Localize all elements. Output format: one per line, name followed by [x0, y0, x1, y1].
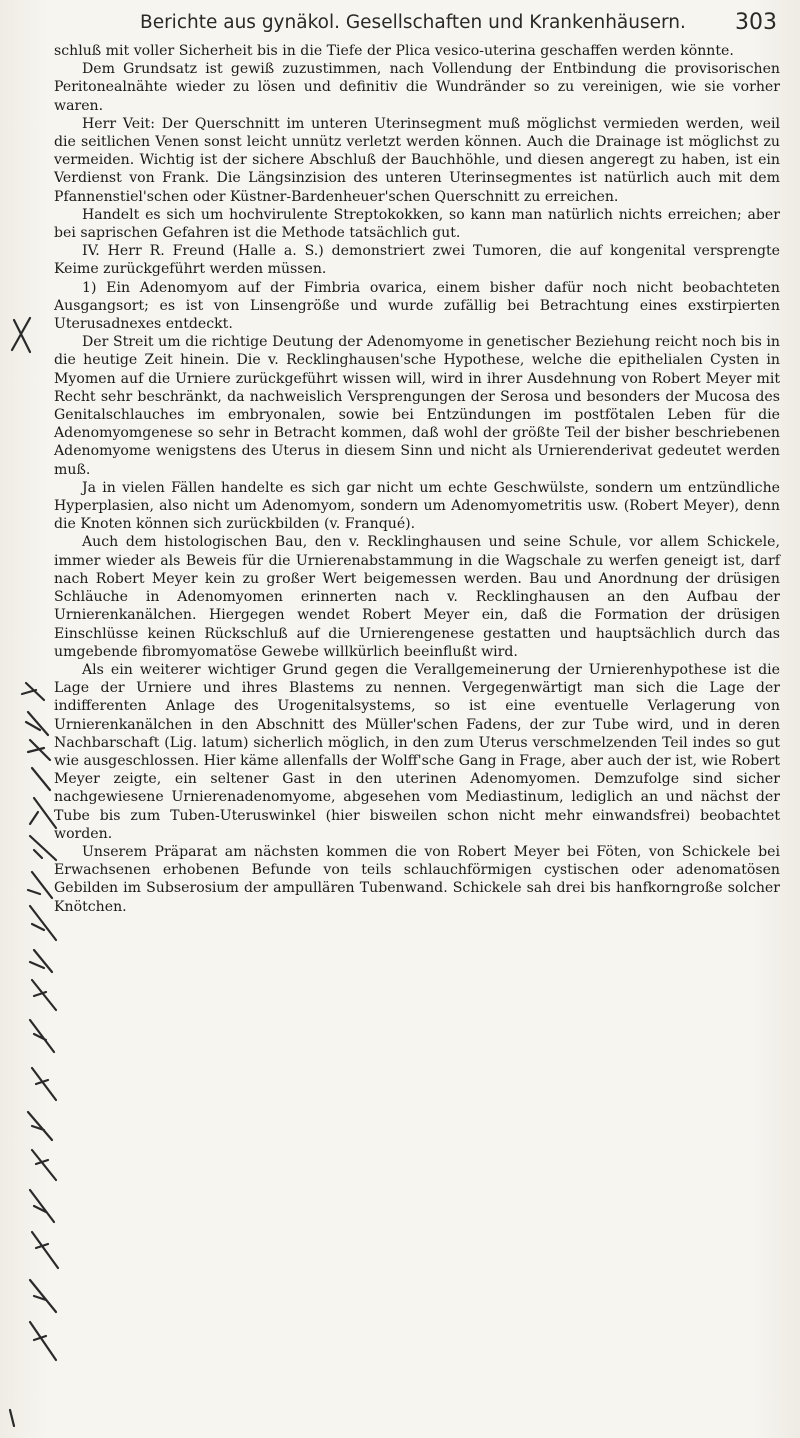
margin-stroke — [32, 1232, 58, 1268]
paragraph-continuation: schluß mit voller Sicherheit bis in die Tiefe der Plica vesico-uterina geschaffen werden könnte. — [54, 43, 734, 59]
margin-stroke — [30, 1190, 54, 1222]
margin-annotations — [0, 0, 60, 1438]
margin-stroke — [32, 1068, 56, 1100]
margin-stroke — [30, 836, 56, 860]
margin-stroke — [28, 872, 52, 898]
margin-stroke — [32, 980, 56, 1010]
paragraph-veit: Herr Veit: Der Querschnitt im unteren Uterinsegment muß möglichst vermieden werden, weil die seitlichen Venen sonst leicht unnütz verletzt werden können. Auch die Drainage ist möglichst zu vermeiden. Wichtig ist der sichere Abschluß der Bauchhöhle, und diesen angeregt zu haben, ist ein Verdienst von Frank. Die Längsinzision des unteren Uterinsegmentes ist natürlich auch mit dem Pfannenstiel'schen oder Küstner-Bardenheuer'schen Querschnitt zu erreichen. — [54, 115, 780, 205]
running-title: Berichte aus gynäkol. Gesellschaften und Krankenhäusern. — [140, 12, 686, 33]
margin-stroke — [30, 1322, 56, 1360]
margin-x-mark — [12, 318, 30, 352]
margin-stroke — [22, 683, 44, 700]
paragraph-item-1: 1) Ein Adenomyom auf der Fimbria ovarica, einem bisher dafür noch nicht beobachteten Ausgangsort; es ist von Linsengröße und wurde zufällig bei Betrachtung eines exstirpierten Uterusadnexes entdeckt. — [54, 279, 780, 333]
margin-stroke — [28, 740, 50, 760]
margin-stroke — [30, 906, 56, 940]
paragraph: Unserem Präparat am nächsten kommen die von Robert Meyer bei Föten, von Schickele bei Erwachsenen erhobenen Befunde von teils schlauchförmigen cystischen oder adenomatösen Gebilden im Subserosium der ampullären Tubenwand. Schickele sah drei bis hanfkorngroße solcher Knötchen. — [54, 843, 780, 915]
paragraph: Handelt es sich um hochvirulente Streptokokken, so kann man natürlich nichts erreichen; aber bei saprischen Gefahren ist die Methode tatsächlich gut. — [54, 206, 780, 242]
margin-stroke — [28, 1112, 52, 1140]
margin-stroke — [30, 798, 56, 828]
margin-stroke — [30, 950, 52, 972]
margin-stroke — [10, 1410, 14, 1426]
paragraph: Ja in vielen Fällen handelte es sich gar nicht um echte Geschwülste, sondern um entzündliche Hyperplasien, also nicht um Adenomyom, sondern um Adenomyometritis usw. (Robert Meyer), denn die Knoten können sich zurückbilden (v. Franqué). — [54, 479, 780, 533]
margin-stroke — [26, 712, 48, 735]
running-header — [140, 10, 780, 38]
paragraph-freund: IV. Herr R. Freund (Halle a. S.) demonstriert zwei Tumoren, die auf kongenital versprengte Keime zurückgeführt werden müssen. — [54, 243, 780, 278]
article-body — [54, 42, 780, 916]
paragraph: Dem Grundsatz ist gewiß zuzustimmen, nach Vollendung der Entbindung die provisorischen Peritonealnähte wieder zu lösen und definitiv die Wundränder so zu vereinigen, wie sie vorher waren. — [54, 61, 780, 114]
margin-stroke — [32, 768, 50, 790]
margin-stroke — [30, 1280, 56, 1312]
page-number: 303 — [735, 10, 777, 35]
paragraph: Der Streit um die richtige Deutung der Adenomyome in genetischer Beziehung reicht noch bis in die heutige Zeit hinein. Die v. Recklinghausen'sche Hypothese, welche die epithelialen Cysten in Myomen auf die Urniere zurückgeführt wissen will, wird in ihrer Ausdehnung von Robert Meyer mit Recht sehr beschränkt, da nachweislich Versprengungen der Serosa und besonders der Mucosa des Genitalschlauches im embryonalen, sowie bei Entzündungen im postfötalen Leben für die Adenomyomgenese so sehr in Betracht kommen, daß wohl der größte Teil der bisher beschriebenen Adenomyome wenigstens des Uterus in diesem Sinn und nicht als Urnierenderivat gedeutet werden muß. — [54, 334, 780, 478]
margin-stroke — [32, 1150, 56, 1180]
paragraph: Als ein weiterer wichtiger Grund gegen die Verallgemeinerung der Urnierenhypothese ist die Lage der Urniere und ihres Blastems zu nennen. Vergegenwärtigt man sich die Lage der indifferenten Anlage des Urogenitalsystems, so ist eine eventuelle Verlagerung von Urnierenkanälchen in den Abschnitt des Müller'schen Fadens, der zur Tube wird, und in deren Nachbarschaft (Lig. latum) sicherlich möglich, in den zum Uterus verschmelzenden Teil indes so gut wie ausgeschlossen. Hier käme allenfalls der Wolff'sche Gang in Frage, aber auch der ist, wie Robert Meyer zeigte, ein seltener Gast in den uterinen Adenomyomen. Demzufolge sind sicher nachgewiesene Urnierenadenomyome, abgesehen vom Mediastinum, lediglich an und nächst der Tube bis zum Tuben-Uteruswinkel (hier bisweilen schon nicht mehr einwandsfrei) beobachtet worden. — [54, 661, 780, 842]
margin-stroke — [30, 1020, 54, 1052]
paragraph: Auch dem histologischen Bau, den v. Recklinghausen und seine Schule, vor allem Schickele, immer wieder als Beweis für die Urnierenabstammung in die Wagschale zu werfen geneigt ist, darf nach Robert Meyer kein zu großer Wert beigemessen werden. Bau und Anordnung der drüsigen Schläuche in Adenomyomen erinnerten nach v. Recklinghausen an den Aufbau der Urnierenkanälchen. Hiergegen wendet Robert Meyer ein, daß die Formation der drüsigen Einschlüsse keinen Rückschluß auf die Urnierengenese gestatten und hauptsächlich durch das umgebende fibromyomatöse Gewebe willkürlich beeinflußt wird. — [54, 534, 780, 660]
